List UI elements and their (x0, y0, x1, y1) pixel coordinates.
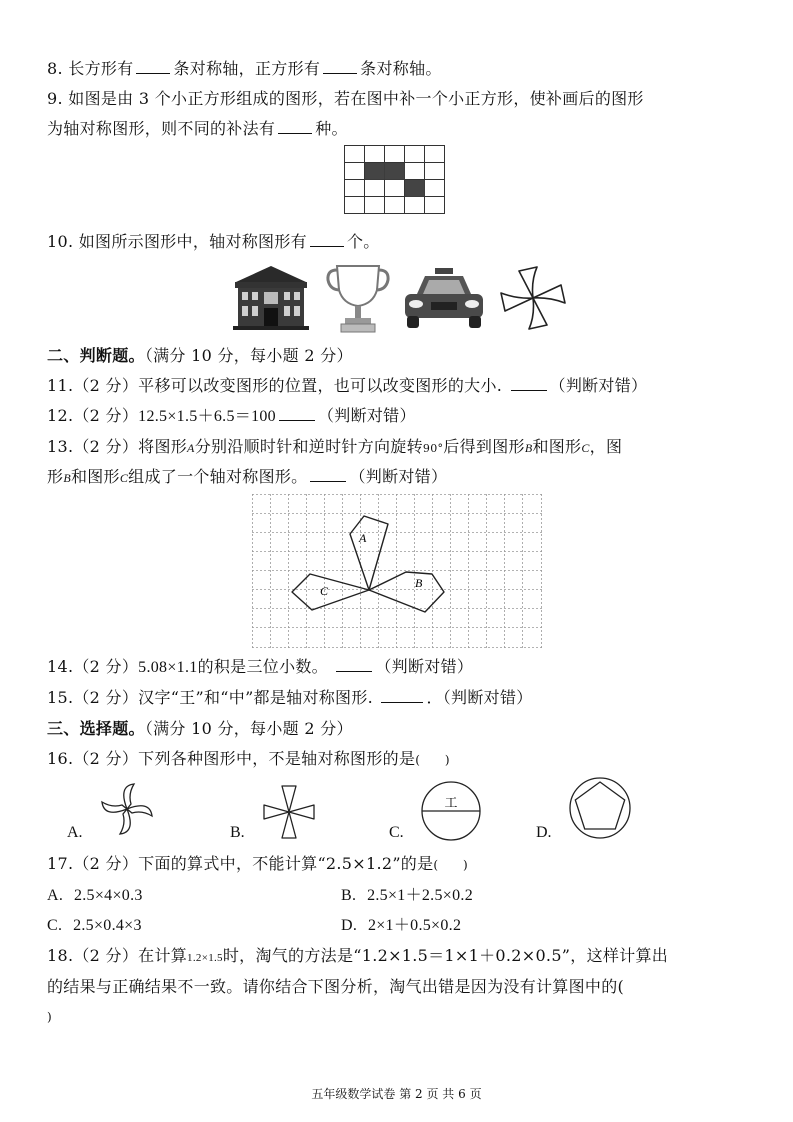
trophy-icon (325, 262, 391, 334)
question-8: 8. 长方形有 条对称轴，正方形有 条对称轴。 (47, 59, 442, 78)
pinwheel-icon (497, 263, 569, 333)
question-10: 10. 如图所示图形中，轴对称图形有 个。 (47, 232, 380, 251)
question-12: 12.（2 分）12.5×1.5＋6.5＝100 （判断对错） (47, 406, 416, 425)
q17-option-c[interactable]: C. 2.5×0.4×3 (47, 917, 142, 934)
filled-square (405, 180, 425, 197)
label-b: B (415, 576, 423, 590)
section-3-heading: 三、选择题。（满分 10 分，每小题 2 分） (47, 719, 353, 738)
label-a: A (359, 531, 367, 545)
question-18-line2: 的结果与正确结果不一致。请你结合下图分析，淘气出错是因为没有计算图中的( (47, 977, 625, 996)
question-15: 15.（2 分）汉字“王”和“中”都是轴对称图形. ．（判断对错） (47, 688, 533, 707)
car-icon (401, 268, 487, 330)
cross-shape-icon (262, 784, 316, 840)
q17-option-a[interactable]: A. 2.5×4×0.3 (47, 887, 143, 904)
square-grid-figure (344, 145, 446, 215)
question-14: 14.（2 分）5.08×1.1的积是三位小数。 （判断对错） (47, 657, 474, 676)
answer-blank[interactable] (310, 467, 346, 482)
page-footer: 五年级数学试卷 第 2 页 共 6 页 (311, 1087, 482, 1101)
answer-blank[interactable] (323, 59, 357, 74)
option-b-label[interactable]: B. (230, 824, 245, 841)
question-16: 16.（2 分）下列各种图形中，不是轴对称图形的是( ) (47, 749, 450, 768)
swirl-shape-icon (98, 780, 156, 838)
question-18-line1: 18.（2 分）在计算1.2×1.5时，淘气的方法是“1.2×1.5＝1×1＋0.2×0.5”，这样计算出 (47, 946, 669, 965)
option-a-label[interactable]: A. (67, 824, 83, 841)
answer-blank[interactable] (381, 688, 423, 703)
q17-option-b[interactable]: B. 2.5×1＋2.5×0.2 (341, 887, 474, 904)
building-icon (230, 262, 312, 330)
answer-blank[interactable] (279, 406, 315, 421)
question-9-line1: 9. 如图是由 3 个小正方形组成的图形，若在图中补一个小正方形，使补画后的图形 (47, 89, 644, 108)
q17-option-d[interactable]: D. 2×1＋0.5×0.2 (341, 917, 462, 934)
option-d-label[interactable]: D. (536, 824, 552, 841)
section-2-heading: 二、判断题。（满分 10 分，每小题 2 分） (47, 346, 353, 365)
answer-blank[interactable] (511, 376, 547, 391)
option-c-label[interactable]: C. (389, 824, 404, 841)
question-13-line2: 形B和图形C组成了一个轴对称图形。 （判断对错） (47, 467, 448, 486)
circle-character: 工 (444, 796, 458, 811)
label-c: C (320, 584, 329, 598)
question-9-line2: 为轴对称图形，则不同的补法有 种。 (47, 119, 348, 138)
shape-c (292, 574, 369, 610)
answer-blank[interactable] (136, 59, 170, 74)
answer-blank[interactable] (336, 657, 372, 672)
question-18-line3: ) (47, 1010, 52, 1024)
pentagon-in-circle-icon (568, 776, 632, 840)
question-13-line1: 13.（2 分）将图形A分别沿顺时针和逆时针方向旋转90°后得到图形B和图形C，图 (47, 437, 623, 456)
answer-blank[interactable] (310, 232, 344, 247)
rotation-grid-figure (252, 494, 542, 648)
filled-square (365, 163, 385, 180)
question-17: 17.（2 分）下面的算式中，不能计算“2.5×1.2”的是( ) (47, 854, 468, 873)
shape-a (350, 516, 388, 590)
question-11: 11.（2 分）平移可以改变图形的位置，也可以改变图形的大小. （判断对错） (47, 376, 648, 395)
answer-blank[interactable] (278, 119, 312, 134)
filled-square (385, 163, 405, 180)
circle-with-character-icon (420, 780, 482, 842)
